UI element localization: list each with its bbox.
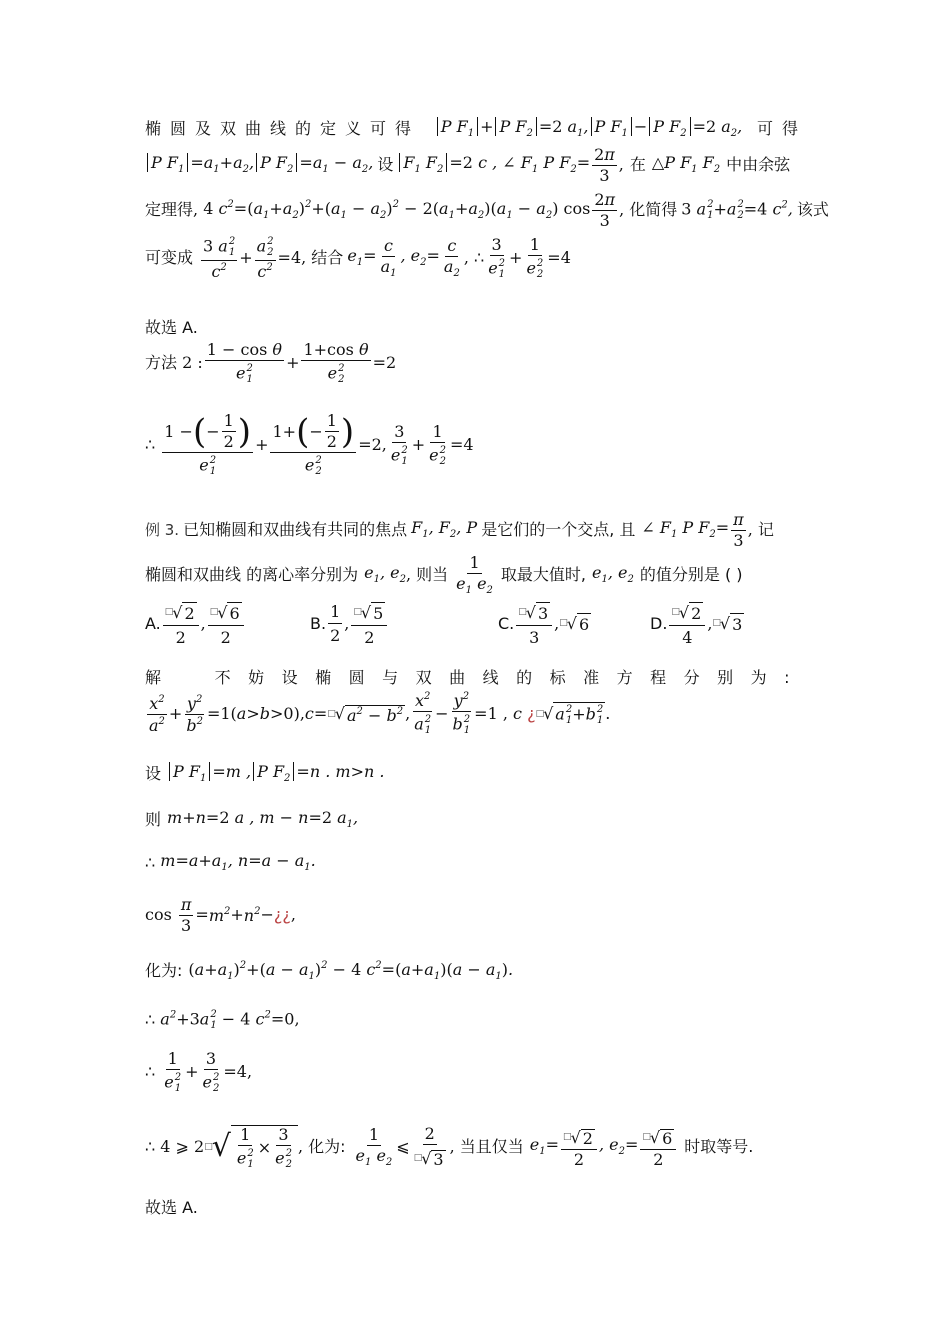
method-2: 方法 2 : 1 − cos θ e 2 1 + 1+cos θ e 2 2 =2 <box>145 339 397 385</box>
solution-header: 解 不妨设椭圆与双曲线的标准方程分别为: <box>145 668 807 687</box>
text-definition: 椭圆及双曲线的定义可得 <box>145 119 421 138</box>
standard-equations: $\frac{x^2}{a^2}$ + $\frac{y^2}{b^2}$ =1( a > b >0), c = □ √ $a^2 - b^2$ , $x^2$ a 2 1 − $y^2$ b 2 1 =1 , c ¿ □ √ a 2 1 +b 2 1 . <box>149 691 611 736</box>
option-c[interactable]: C. □ √ 3 3 , □ √ 6 <box>498 600 591 646</box>
formula-definition: P $F_1 + P$ $F_2 =2$ $a_1$, P $F_1 - P$ $F_2 =2$ $a_2$, <box>435 119 743 139</box>
option-b[interactable]: B. $\frac{1}{2}$ , □ √ 5 2 <box>310 600 389 646</box>
therefore-line: ∴ 1 − ( − $\frac{1}{2}$ ) e 2 1 + 1+ ( − $\frac{1}{2}$ ) e 2 2 =2, 3 e 2 1 + 1 e 2 2 =4 <box>145 411 474 477</box>
answer-1: 故选 A. <box>145 318 198 337</box>
therefore-eccentricity: ∴ 1 e 2 1 + 3 e 2 2 =4, <box>145 1048 253 1094</box>
simplify-line: 化为: $(a+a_1)^2+(a - a_1)^2 - 4$ $c^2=(a+a_1)(a - a_1)$. <box>145 959 514 982</box>
therefore-m-n: ∴ $m=a+a_1$, $n=a - a_1$. <box>145 851 316 873</box>
then-line: 则 m+n=2 a , m − n=2 $a_1$, <box>145 808 359 830</box>
example-3-question-2: 椭圆和双曲线 的离心率分别为 $e_1$, $e_2$ , 则当 $\frac{1}{e_1 e_2}$ 取最大值时, $e_1$, $e_2$ 的值分别是 ( ) <box>145 552 743 596</box>
option-d[interactable]: D. □ √ 2 4 , □ √ 3 <box>650 600 744 646</box>
line-1 <box>145 116 807 142</box>
cos-line: cos $\frac{\pi}{3}$ = $m^2$ + $n^2$ − ¿¿ , <box>145 894 296 935</box>
example-3-question-1: 例 3. 已知椭圆和双曲线有共同的焦点 $F_1$, $F_2$, P 是它们的一个交点, 且 ∠ $F_1$ P $F_2=$ $\frac{\pi}{3}$ , 记 <box>145 509 774 550</box>
set-line: 设 P $F_1 =m$ , P $F_2 =n$ . m>n . <box>145 762 385 784</box>
line-3: 定理得 , 4 $c^2=(a_1+a_2)^2+(a_1 - a_2)^2 - 2(a_1+a_2)(a_1 - a_2)$ cos $\frac{2\pi}{3}$ , 化简得 3 a 2 1 +a 2 2 =4 $c^2$, 该式 <box>145 189 829 230</box>
line-4: 可变成 3 a 2 1 $c^2$ + a 2 2 $c^2$ =4, 结合 $e_1=$ $\frac{c}{a_1}$ , $e_2=$ $\frac{c}{a_2}$ , ∴ 3 e 2 1 + 1 e 2 2 =4 <box>145 234 571 281</box>
line-2: P $F_1 =a_1+a_2$, P $F_2 =a_1 - a_2$, 设 $F_1$ $F_2 =2$ c , ∠ $F_1$ P $F_2=$ $\frac{2\pi}{3}$ , 在 △P $F_1$ $F_2$ 中由余弦 <box>145 145 807 185</box>
option-a[interactable]: A. □ √ 2 2 , □ √ 6 2 <box>145 600 246 646</box>
inequality-line: ∴ 4 ⩾ 2 □ √ 1 e 2 1 × 3 e 2 2 , 化为: $\frac{1}{e_1 e_2}$ ⩽ 2 □ √ 3 , 当且仅当 $e_1=$ □ √ 2 2 , $e_2=$ □ √ 6 2 时取等号. <box>145 1124 754 1170</box>
answer-2: 故选 A. <box>145 1198 198 1217</box>
therefore-a-squared: ∴ $a^2+3a$ 2 1 − 4 $c^2=0$, <box>145 1009 300 1031</box>
text-can-get: 可得 <box>756 119 807 138</box>
